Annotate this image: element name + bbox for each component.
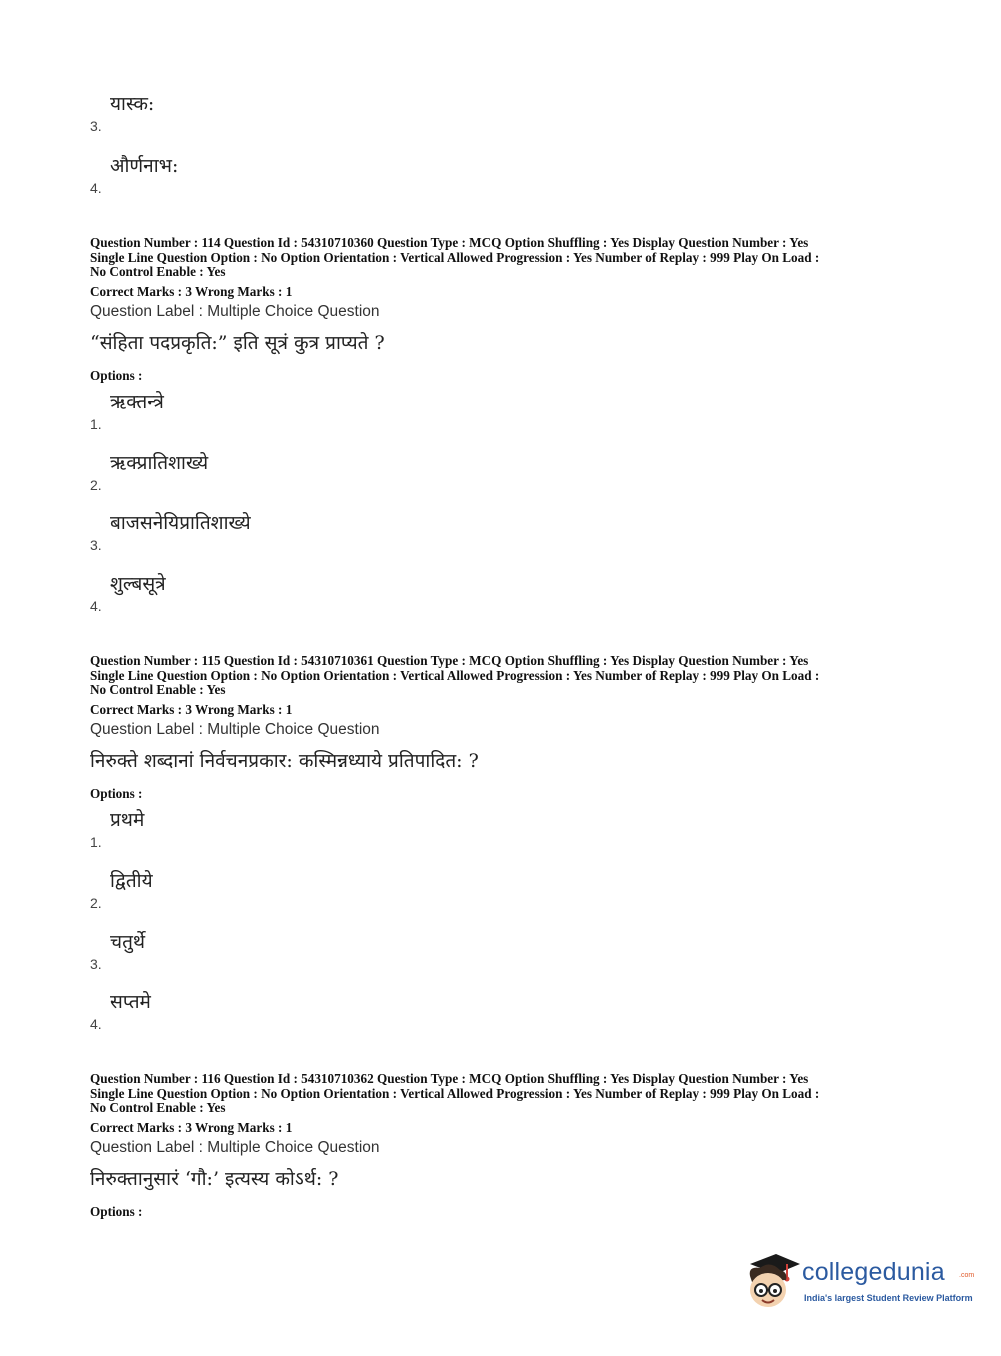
options-label: Options :: [90, 368, 143, 383]
option-number: 4.: [90, 180, 102, 196]
question-marks: Correct Marks : 3 Wrong Marks : 1: [90, 1120, 293, 1135]
collegedunia-logo: [742, 1250, 975, 1314]
question-marks: Correct Marks : 3 Wrong Marks : 1: [90, 702, 293, 717]
meta-line: No Control Enable : Yes: [90, 1100, 226, 1115]
option-text: और्णनाभ:: [110, 155, 179, 177]
meta-line: Question Number : 114 Question Id : 54310710360 Question Type : MCQ Option Shuffling : Yes Display Question Number : Yes: [90, 235, 809, 250]
meta-line: Single Line Question Option : No Option Orientation : Vertical Allowed Progression : Yes Number of Replay : 999 Play On Load :: [90, 667, 820, 683]
meta-line: Single Line Question Option : No Option Orientation : Vertical Allowed Progression : Yes Number of Replay : 999 Play On Load :: [90, 1085, 820, 1101]
question-meta: [90, 1072, 910, 1116]
option-number: 1.: [90, 416, 102, 432]
option-text: प्रथमे: [110, 809, 145, 831]
logo-name: collegedunia: [802, 1258, 945, 1286]
question-label: Question Label : Multiple Choice Question: [90, 1139, 380, 1156]
option-number: 4.: [90, 598, 102, 614]
option-text: यास्क:: [110, 93, 155, 115]
option-number: 3.: [90, 118, 102, 134]
question-text: निरुक्तानुसारं ‘गौ:’ इत्यस्य कोऽर्थ: ?: [90, 1168, 339, 1190]
option-number: 3.: [90, 956, 102, 972]
meta-line: Question Number : 116 Question Id : 54310710362 Question Type : MCQ Option Shuffling : Yes Display Question Number : Yes: [90, 1071, 809, 1086]
options-label: Options :: [90, 1204, 143, 1219]
option-text: चतुर्थे: [110, 931, 146, 953]
question-label: Question Label : Multiple Choice Question: [90, 303, 380, 320]
question-text: निरुक्ते शब्दानां निर्वचनप्रकार: कस्मिन्नध्याये प्रतिपादित: ?: [90, 750, 479, 772]
meta-line: No Control Enable : Yes: [90, 682, 226, 697]
option-text: ऋक्तन्त्रे: [110, 391, 164, 413]
option-text: बाजसनेयिप्रातिशाख्ये: [110, 512, 251, 534]
option-number: 4.: [90, 1016, 102, 1032]
mascot-icon: [742, 1250, 802, 1312]
options-label: Options :: [90, 786, 143, 801]
option-text: सप्तमे: [110, 991, 151, 1013]
logo-tagline: India's largest Student Review Platform: [804, 1293, 973, 1303]
option-number: 2.: [90, 895, 102, 911]
question-text: “संहिता पदप्रकृति:” इति सूत्रं कुत्र प्राप्यते ?: [90, 332, 385, 354]
option-text: द्वितीये: [110, 870, 153, 892]
option-text: ऋक्प्रातिशाख्ये: [110, 452, 209, 474]
meta-line: No Control Enable : Yes: [90, 264, 226, 279]
question-meta: [90, 654, 910, 698]
question-label: Question Label : Multiple Choice Question: [90, 721, 380, 738]
meta-line: Single Line Question Option : No Option Orientation : Vertical Allowed Progression : Yes Number of Replay : 999 Play On Load :: [90, 249, 820, 265]
option-text: शुल्बसूत्रे: [110, 573, 166, 595]
option-number: 1.: [90, 834, 102, 850]
option-number: 3.: [90, 537, 102, 553]
logo-suffix: .com: [959, 1272, 975, 1279]
meta-line: Question Number : 115 Question Id : 54310710361 Question Type : MCQ Option Shuffling : Yes Display Question Number : Yes: [90, 653, 809, 668]
question-marks: Correct Marks : 3 Wrong Marks : 1: [90, 284, 293, 299]
option-number: 2.: [90, 477, 102, 493]
question-meta: [90, 236, 910, 280]
